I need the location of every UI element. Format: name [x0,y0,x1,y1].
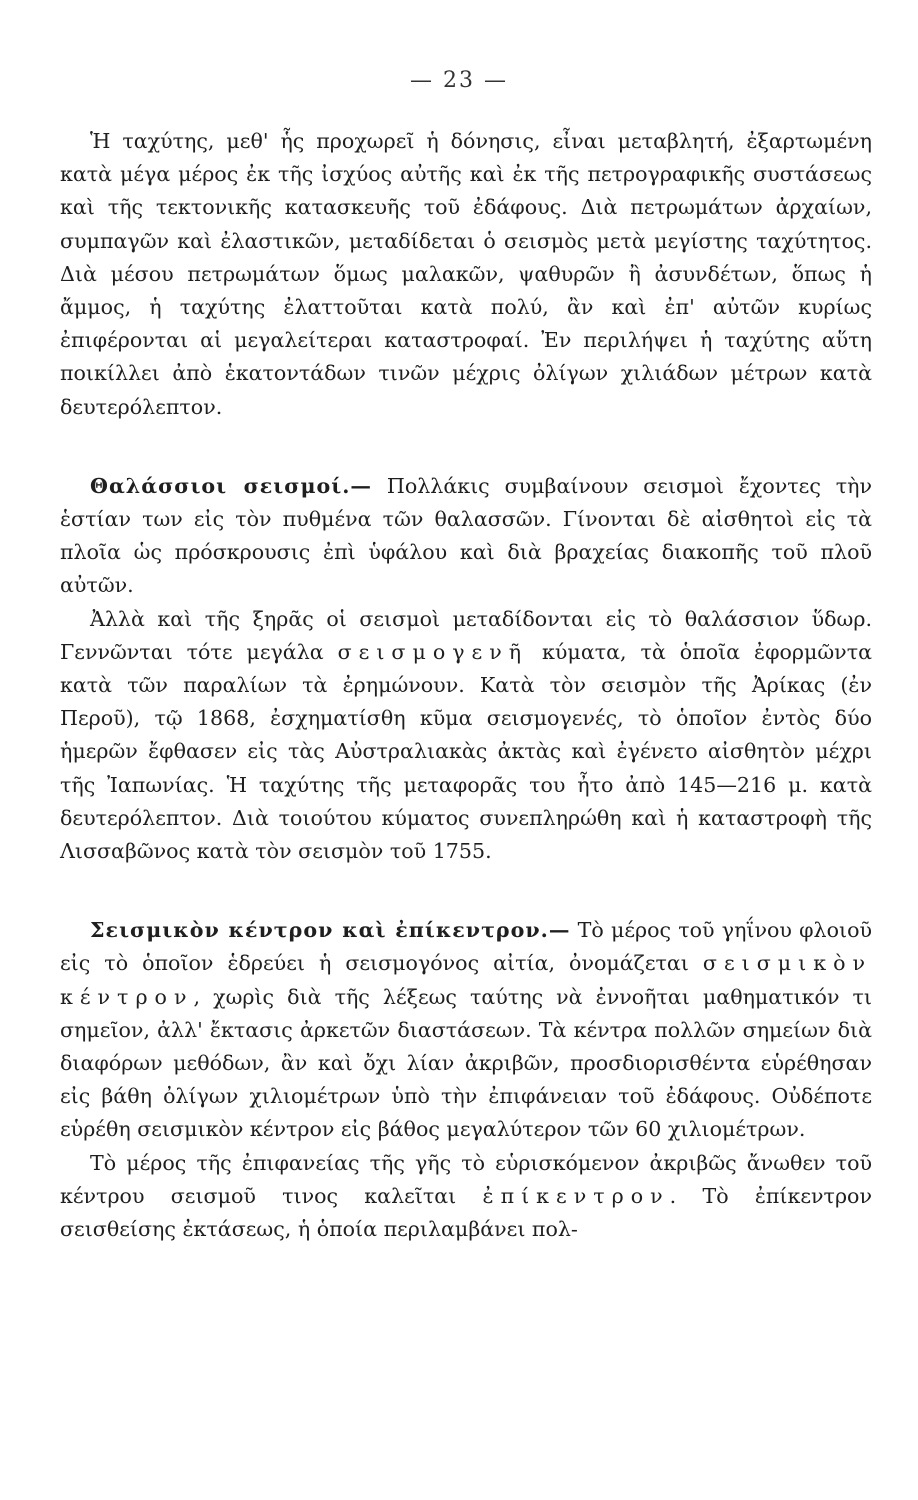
paragraph-text: κύματα, τὰ ὁποῖα ἐφορμῶντα κατὰ τῶν παραλίων τὰ ἐρημώνουν. Κατὰ τὸν σεισμὸν τῆς Ἀρίκας (ἐν Περοῦ), τῷ 1868, ἐσχηματίσθη κῦμα σεισμογενές, τὸ ὁποῖον ἐντὸς δύο ἡμερῶν ἔφθασεν εἰς τὰς Αὐστραλιακὰς ἀκτὰς καὶ ἐγένετο αἰσθητὸν μέχρι τῆς Ἰαπωνίας. Ἡ ταχύτης τῆς μεταφορᾶς του ἦτο ἀπὸ 145—216 μ. κατὰ δευτερόλεπτον. Διὰ τοιούτου κύματος συνεπληρώθη καὶ ἡ καταστροφὴ τῆς Λισσαβῶνος κατὰ τὸν σεισμὸν τοῦ 1755. [60,639,872,864]
paragraph-wave-speed: Ἡ ταχύτης, μεθ' ἧς προχωρεῖ ἡ δόνησις, εἶναι μεταβλητή, ἐξαρτωμένη κατὰ μέγα μέρος ἐκ τῆς ἰσχύος αὐτῆς καὶ ἐκ τῆς πετρογραφικῆς συστάσεως καὶ τῆς τεκτονικῆς κατασκευῆς τοῦ ἐδάφους. Διὰ πετρωμάτων ἀρχαίων, συμπαγῶν καὶ ἐλαστικῶν, μεταδίδεται ὁ σεισμὸς μετὰ μεγίστης ταχύτητος. Διὰ μέσου πετρωμάτων ὅμως μαλακῶν, ψαθυρῶν ἢ ἀσυνδέτων, ὅπως ἡ ἄμμος, ἡ ταχύτης ἐλαττοῦται κατὰ πολύ, ἂν καὶ ἐπ' αὐτῶν κυρίως ἐπιφέρονται αἱ μεγαλείτεραι καταστροφαί. Ἐν περιλήψει ἡ ταχύτης αὕτη ποικίλλει ἀπὸ ἑκατοντάδων τινῶν μέχρις ὀλίγων χιλιάδων μέτρων κατὰ δευτερόλεπτον. [60,129,872,419]
emphasized-term: ἐπίκεντρον [482,1183,670,1208]
paragraph-text: Τὸ μέρος τῆς ἐπιφανείας τῆς γῆς τὸ εὑρισκόμενον ἀκριβῶς ἄνωθεν τοῦ κέντρου σεισμοῦ τινος καλεῖται [60,1150,872,1208]
paragraph-text: , χωρὶς διὰ τῆς λέξεως ταύτης νὰ ἐννοῆται μαθηματικόν τι σημεῖον, ἀλλ' ἔκτασις ἀρκετῶν διαστάσεων. Τὰ κέντρα πολλῶν σημείων διὰ διαφόρων μεθόδων, ἂν καὶ ὄχι λίαν ἀκριβῶν, προσδιορισθέντα εὑρέθησαν εἰς βάθη ὀλίγων χιλιομέτρων ὑπὸ τὴν ἐπιφάνειαν τοῦ ἐδάφους. Οὐδέποτε εὑρέθη σεισμικὸν κέντρον εἰς βάθος μεγαλύτερον τῶν 60 χιλιομέτρων. [60,984,872,1142]
paragraph-text: Τὸ μέρος τοῦ γηΐνου φλοιοῦ εἰς τὸ ὁποῖον ἑδρεύει ἡ σεισμογόνος αἰτία, ὀνομάζεται [60,918,872,976]
paragraph-text: Ἀλλὰ καὶ τῆς ξηρᾶς οἱ σεισμοὶ μεταδίδονται εἰς τὸ θαλάσσιον ὕδωρ. Γεννῶνται τότε μεγάλα [60,606,872,664]
page-number: — 23 — [410,68,508,93]
paragraph-text: Πολλάκις συμβαίνουν σεισμοὶ ἔχοντες τὴν ἑστίαν των εἰς τὸν πυθμένα τῶν θαλασσῶν. Γίνονται δὲ αἰσθητοὶ εἰς τὰ πλοῖα ὡς πρόσκρουσις ἐπὶ ὑφάλου καὶ διὰ βραχείας διακοπῆς τοῦ πλοῦ αὐτῶν. [60,473,872,598]
paragraph-seismic-waves [60,603,872,869]
paragraph-sea-earthquakes [60,470,872,603]
body-text [60,125,872,1246]
paragraph-text: . Τὸ ἐπίκεντρον σεισθείσης ἐκτάσεως, ἡ ὁποία περιλαμβάνει πολ- [60,1183,872,1242]
emphasized-term: σεισμικὸν κέντρον [60,951,872,1009]
section-gap [60,424,872,470]
paragraph-epicenter [60,1147,872,1247]
section-gap [60,868,872,914]
section-heading-sea-earthquakes: Θαλάσσιοι σεισμοί.— [90,473,372,498]
section-heading-seismic-center: Σεισμικὸν κέντρον καὶ ἐπίκεντρον.— [90,918,571,943]
emphasized-term: σεισμογενῆ [337,639,529,664]
paragraph-seismic-center [60,914,872,1146]
